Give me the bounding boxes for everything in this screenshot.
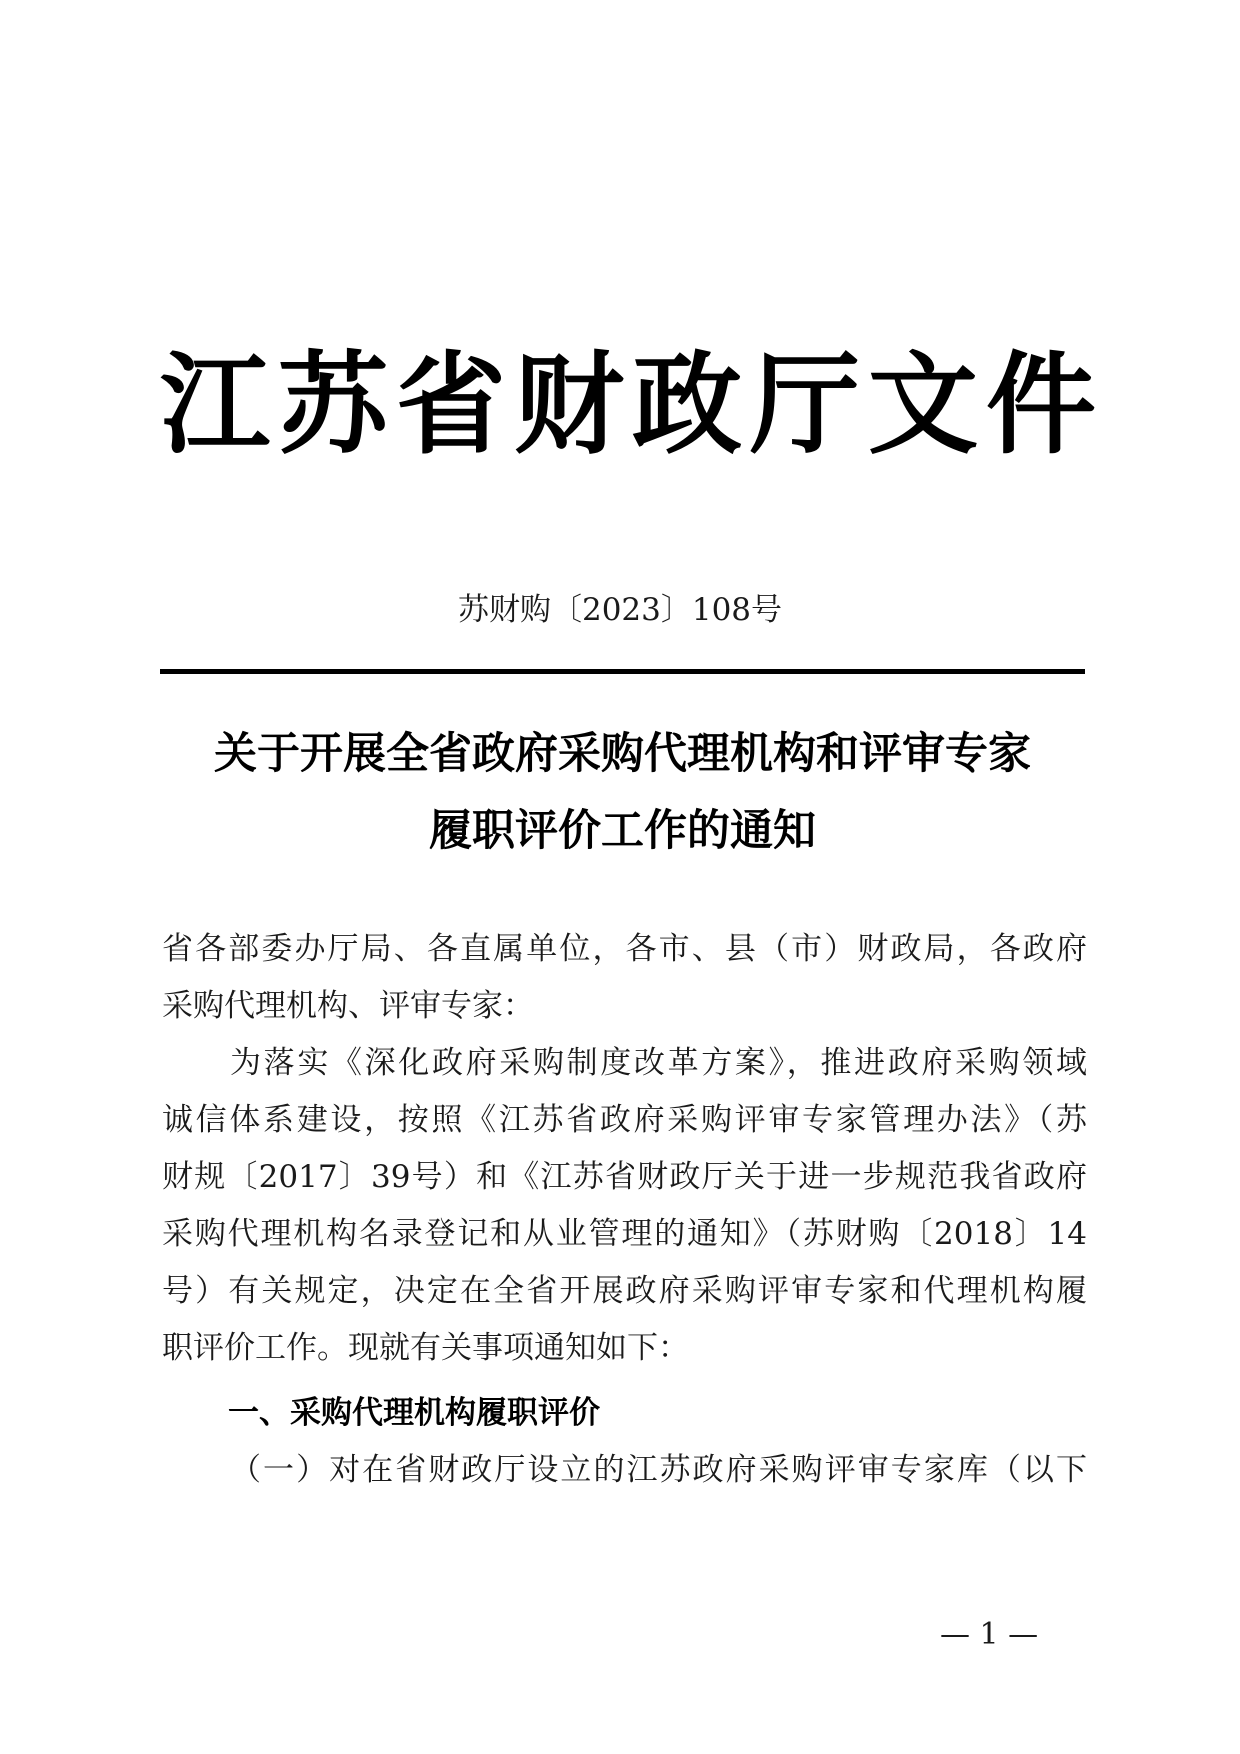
notice-title-line-2: 履职评价工作的通知: [429, 806, 816, 856]
body-paragraph-line: （一）对在省财政厅设立的江苏政府采购评审专家库（以下: [230, 1452, 1087, 1488]
document-header-title: 江苏省财政厅文件: [160, 340, 1104, 469]
body-paragraph-line: 采购代理机构名录登记和从业管理的通知》（苏财购〔2018〕14: [162, 1216, 1087, 1252]
page-number: — 1 —: [940, 1617, 1039, 1652]
body-paragraph-line: 职评价工作。现就有关事项通知如下：: [162, 1330, 689, 1366]
notice-title-line-1: 关于开展全省政府采购代理机构和评审专家: [214, 729, 1031, 779]
body-paragraph-line: 号）有关规定，决定在全省开展政府采购评审专家和代理机构履: [162, 1273, 1087, 1309]
header-separator-line: [160, 669, 1085, 674]
addressee-line-2: 采购代理机构、评审专家：: [162, 988, 534, 1024]
body-paragraph-line: 财规〔2017〕39号）和《江苏省财政厅关于进一步规范我省政府: [162, 1159, 1087, 1195]
body-paragraph-line: 诚信体系建设，按照《江苏省政府采购评审专家管理办法》（苏: [162, 1102, 1087, 1138]
body-paragraph-line: 为落实《深化政府采购制度改革方案》，推进政府采购领域: [230, 1045, 1087, 1081]
document-number: 苏财购〔2023〕108号: [457, 592, 783, 628]
section-heading: 一、采购代理机构履职评价: [228, 1395, 600, 1431]
addressee-line-1: 省各部委办厅局、各直属单位，各市、县（市）财政局，各政府: [162, 931, 1087, 967]
